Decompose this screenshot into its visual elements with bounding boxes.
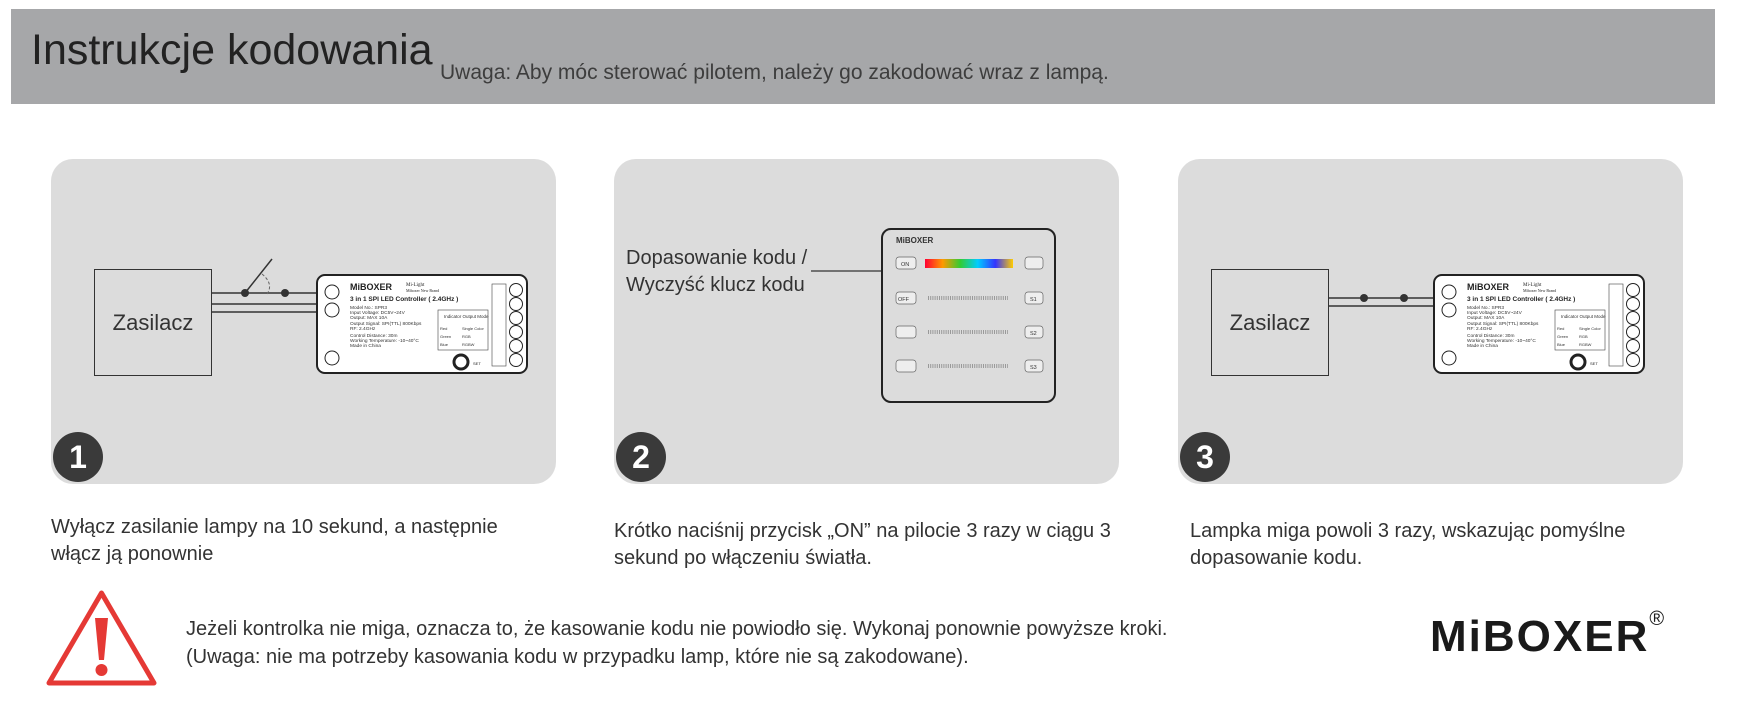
svg-text:Miboxer New Brand: Miboxer New Brand xyxy=(406,288,440,293)
match-code-label: Dopasowanie kodu / Wyczyść klucz kodu xyxy=(626,247,808,296)
step-2-caption: Krótko naciśnij przycisk „ON” na pilocie 3 razy w ciągu 3 sekund po włączeniu światła. xyxy=(614,520,1111,569)
wiring-icon xyxy=(1329,293,1439,313)
svg-text:Control Distance: 30m: Control Distance: 30m xyxy=(1467,334,1515,339)
page-subtitle: Uwaga: Aby móc sterować pilotem, należy go zakodować wraz z lampą. xyxy=(440,61,1109,84)
svg-text:Input Voltage: DC5V~24V: Input Voltage: DC5V~24V xyxy=(1467,311,1522,316)
svg-text:RF: 2.4GHz: RF: 2.4GHz xyxy=(1467,327,1493,332)
controller-name: 3 in 1 SPI LED Controller ( 2.4GHz ) xyxy=(350,296,459,303)
step-3-caption: Lampka miga powoli 3 razy, wskazując pomyślne dopasowanie kodu. xyxy=(1190,520,1626,569)
svg-text:Indicator Output Mode: Indicator Output Mode xyxy=(444,314,489,319)
power-supply-box xyxy=(94,269,212,376)
svg-text:Mi-Light: Mi-Light xyxy=(1523,283,1542,288)
svg-text:RGB: RGB xyxy=(462,334,471,339)
svg-text:SET: SET xyxy=(473,361,481,366)
led-controller-icon xyxy=(316,274,528,374)
svg-text:Made in China: Made in China xyxy=(350,344,381,349)
svg-text:RF: 2.4GHz: RF: 2.4GHz xyxy=(350,327,376,332)
led-controller-icon xyxy=(1433,274,1645,374)
svg-text:Working Temperature: -10~40°C: Working Temperature: -10~40°C xyxy=(1467,339,1536,344)
remote-off-button: OFF xyxy=(898,297,909,303)
power-supply-box xyxy=(1211,269,1329,376)
miboxer-logo: MiBOXER® xyxy=(1430,608,1667,661)
svg-text:RGBW: RGBW xyxy=(1579,342,1592,347)
svg-text:Output: MAX 10A: Output: MAX 10A xyxy=(1467,316,1505,321)
svg-text:Blue: Blue xyxy=(440,342,449,347)
svg-text:Red: Red xyxy=(1557,326,1565,331)
svg-text:S2: S2 xyxy=(1030,331,1037,337)
controller-brand: MiBOXER xyxy=(350,282,393,292)
svg-text:Blue: Blue xyxy=(1557,342,1566,347)
svg-text:SET: SET xyxy=(1590,361,1598,366)
svg-text:S1: S1 xyxy=(1030,297,1037,303)
power-supply-label: Zasilacz xyxy=(112,309,194,335)
svg-text:Green: Green xyxy=(1557,334,1569,339)
svg-text:Control Distance: 30m: Control Distance: 30m xyxy=(350,334,398,339)
svg-text:S3: S3 xyxy=(1030,365,1037,371)
svg-text:3 in 1 SPI LED Controller ( 2.: 3 in 1 SPI LED Controller ( 2.4GHz ) xyxy=(1467,296,1576,303)
svg-text:Green: Green xyxy=(440,334,452,339)
remote-on-button: ON xyxy=(901,262,910,268)
warning-line-1: Jeżeli kontrolka nie miga, oznacza to, że kasowanie kodu nie powiodło się. Wykonaj ponownie powyższe kroki. xyxy=(186,618,1168,640)
step-2-panel xyxy=(614,159,1119,484)
warning-icon xyxy=(44,588,159,688)
remote-control-icon xyxy=(881,228,1056,403)
svg-text:Mi-Light: Mi-Light xyxy=(406,283,425,288)
svg-text:Indicator Output Mode: Indicator Output Mode xyxy=(1561,314,1606,319)
step-1-caption: Wyłącz zasilanie lampy na 10 sekund, a następnie włącz ją ponownie xyxy=(51,516,498,565)
warning-line-2: (Uwaga: nie ma potrzeby kasowania kodu w przypadku lamp, które nie są zakodowane). xyxy=(186,646,969,668)
step-1-panel xyxy=(51,159,556,484)
svg-text:RGBW: RGBW xyxy=(462,342,475,347)
step-number-1: 1 xyxy=(53,432,103,482)
svg-text:Model No.: SPR3: Model No.: SPR3 xyxy=(1467,306,1505,311)
svg-text:Working Temperature: -10~40°C: Working Temperature: -10~40°C xyxy=(350,339,419,344)
svg-text:Output: MAX 10A: Output: MAX 10A xyxy=(350,316,388,321)
svg-text:MiBOXER: MiBOXER xyxy=(1467,282,1510,292)
power-supply-label: Zasilacz xyxy=(1229,309,1311,335)
svg-text:Single Color: Single Color xyxy=(462,326,484,331)
step-3-panel xyxy=(1178,159,1683,484)
svg-text:Model No.: SPR3: Model No.: SPR3 xyxy=(350,306,388,311)
page-title: Instrukcje kodowania xyxy=(31,26,433,74)
svg-text:Red: Red xyxy=(440,326,448,331)
svg-text:RGB: RGB xyxy=(1579,334,1588,339)
svg-text:Output Signal: SPI(TTL) 800Kbp: Output Signal: SPI(TTL) 800Kbps xyxy=(350,322,422,327)
svg-text:Input Voltage: DC5V~24V: Input Voltage: DC5V~24V xyxy=(350,311,405,316)
svg-text:Made in China: Made in China xyxy=(1467,344,1498,349)
svg-text:Single Color: Single Color xyxy=(1579,326,1601,331)
step-number-2: 2 xyxy=(616,432,666,482)
switch-wiring-icon xyxy=(212,254,322,314)
svg-text:Output Signal: SPI(TTL) 800Kbp: Output Signal: SPI(TTL) 800Kbps xyxy=(1467,322,1539,327)
warning-text xyxy=(186,615,1286,671)
step-number-3: 3 xyxy=(1180,432,1230,482)
svg-text:Miboxer New Brand: Miboxer New Brand xyxy=(1523,288,1557,293)
remote-brand: MiBOXER xyxy=(896,236,934,245)
